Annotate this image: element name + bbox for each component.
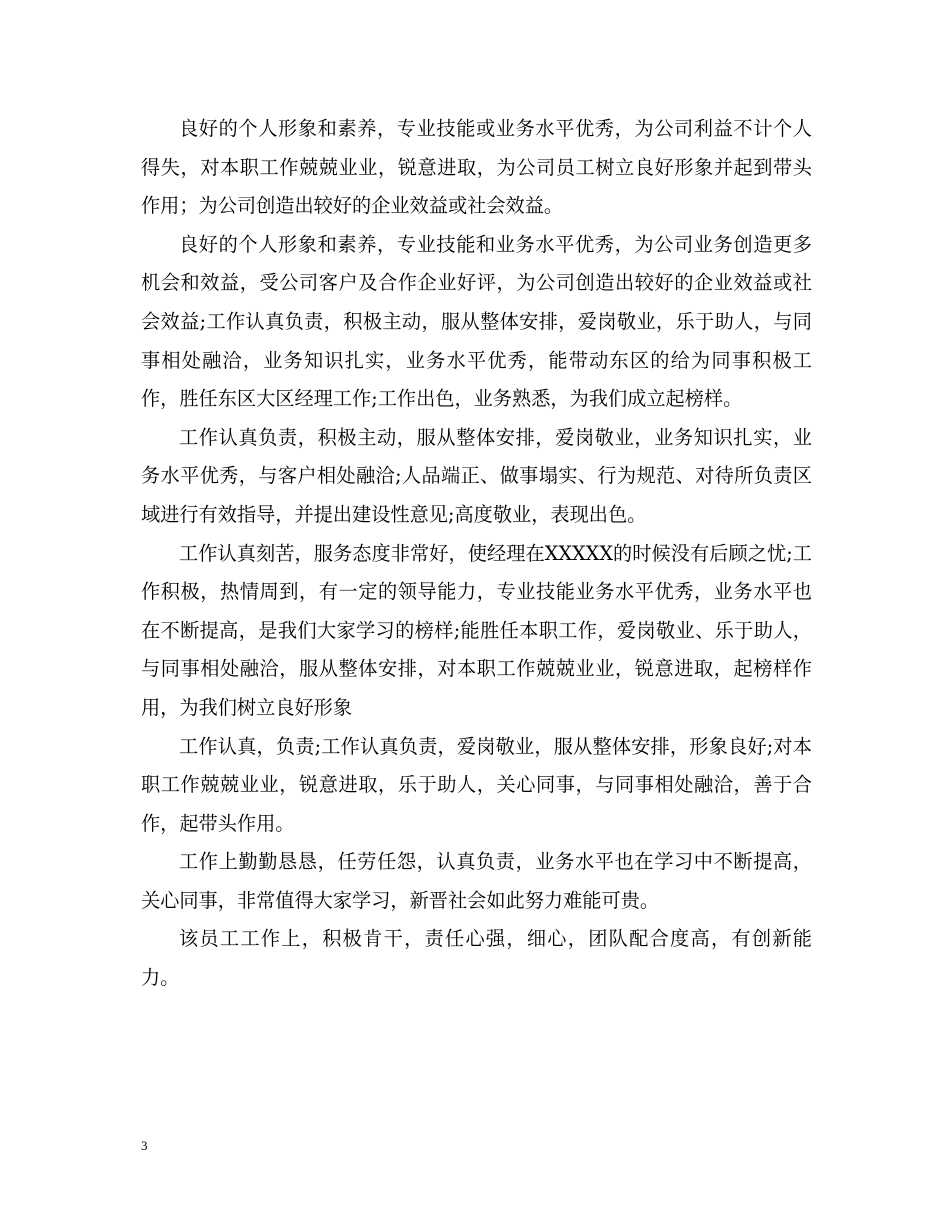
paragraph: 工作认真负责，积极主动，服从整体安排，爱岗敬业，业务知识扎实，业务水平优秀，与客户相处融洽;人品端正、做事塌实、行为规范、对待所负责区域进行有效指导，并提出建设性意见;高度敬业，表现出色。 [141, 425, 812, 526]
paragraph: 工作上勤勤恳恳，任劳任怨，认真负责，业务水平也在学习中不断提高，关心同事，非常值得大家学习，新晋社会如此努力难能可贵。 [141, 850, 812, 912]
paragraph: 工作认真刻苦，服务态度非常好，使经理在XXXXX的时候没有后顾之忧;工作积极，热情周到，有一定的领导能力，专业技能业务水平优秀，业务水平也在不断提高，是我们大家学习的榜样;能胜任本职工作，爱岗敬业、乐于助人，与同事相处融洽，服从整体安排，对本职工作兢兢业业，锐意进取，起榜样作用，为我们树立良好形象 [141, 541, 812, 719]
paragraph: 工作认真，负责;工作认真负责，爱岗敬业，服从整体安排，形象良好;对本职工作兢兢业业，锐意进取，乐于助人，关心同事，与同事相处融洽，善于合作，起带头作用。 [141, 734, 812, 835]
document-body [141, 110, 812, 998]
paragraph: 该员工工作上，积极肯干，责任心强，细心，团队配合度高，有创新能力。 [141, 927, 812, 990]
page-number: 3 [141, 1138, 148, 1153]
paragraph: 良好的个人形象和素养，专业技能或业务水平优秀，为公司利益不计个人得失，对本职工作兢兢业业，锐意进取，为公司员工树立良好形象并起到带头作用；为公司创造出较好的企业效益或社会效益。 [141, 117, 812, 218]
paragraph: 良好的个人形象和素养，专业技能和业务水平优秀，为公司业务创造更多机会和效益，受公司客户及合作企业好评，为公司创造出较好的企业效益或社会效益;工作认真负责，积极主动，服从整体安排，爱岗敬业，乐于助人，与同事相处融洽，业务知识扎实，业务水平优秀，能带动东区的给为同事积极工作，胜任东区大区经理工作;工作出色，业务熟悉，为我们成立起榜样。 [141, 232, 812, 411]
